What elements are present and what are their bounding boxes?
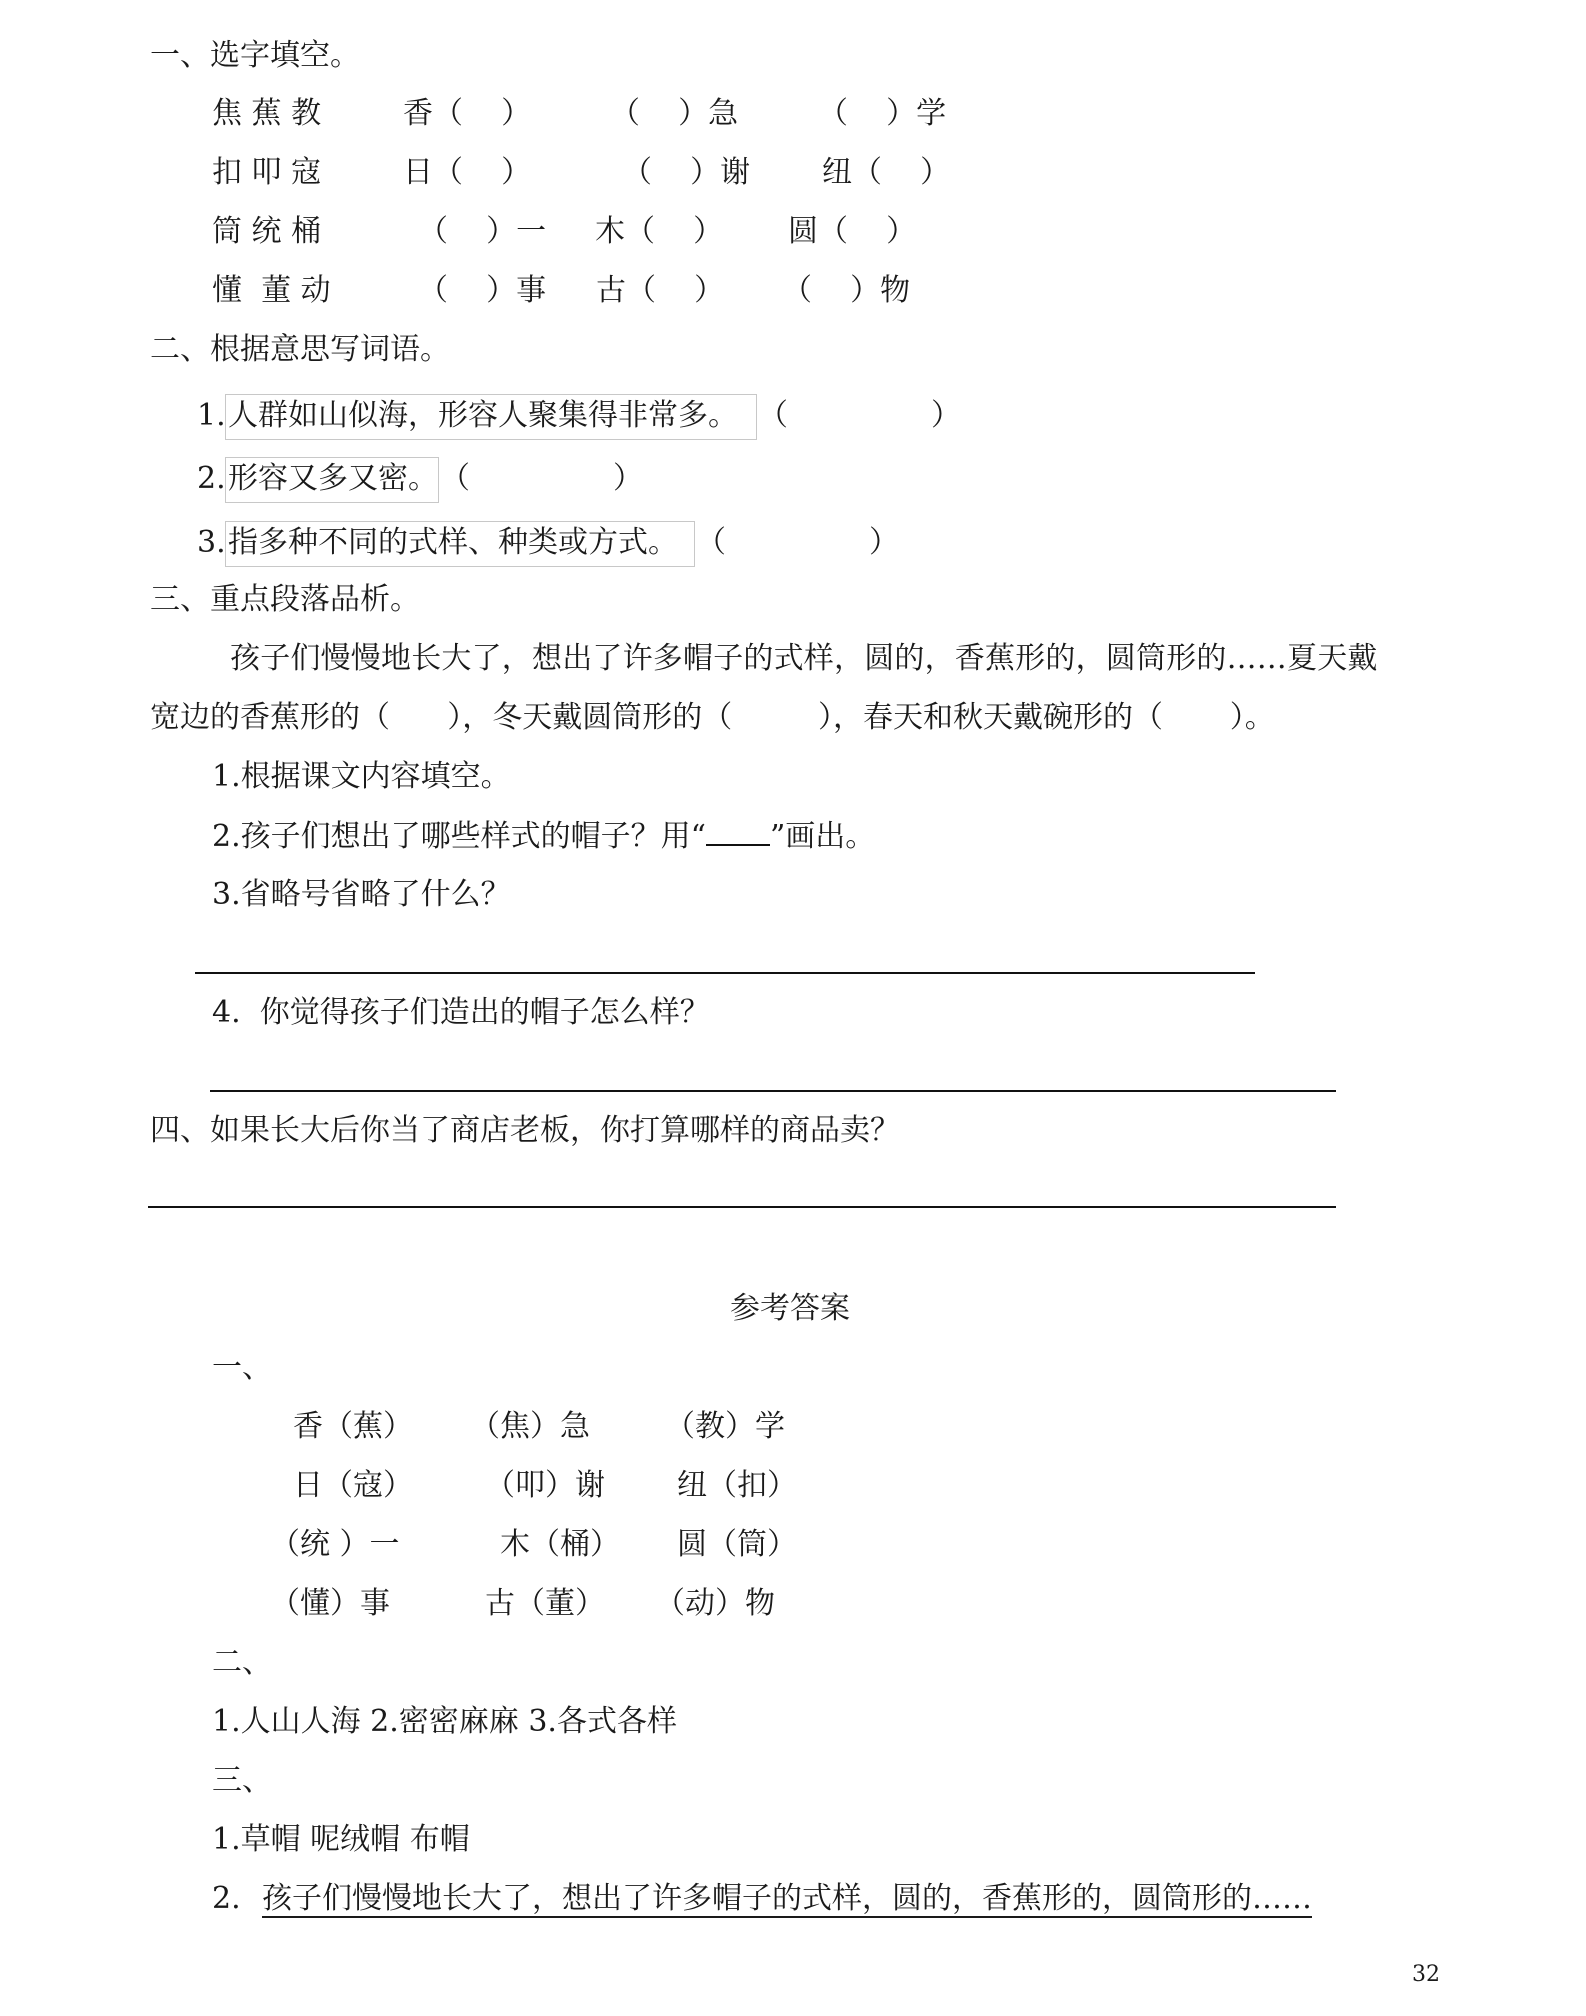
fill-blank: （ ）一: [418, 214, 547, 249]
answer-heading-2: 二、: [212, 1645, 272, 1680]
section-3-title: 三、重点段落品析。: [150, 582, 420, 617]
answer-3-2-number: 2.: [212, 1881, 241, 1916]
answer-2-text: 1.人山人海 2.密密麻麻 3.各式各样: [212, 1704, 677, 1739]
char-group: 懂 董 动: [212, 273, 331, 308]
answer-cell: （统 ）一: [270, 1527, 400, 1562]
answer-line: [210, 1090, 1336, 1092]
item-number: 1.: [197, 398, 226, 433]
section-4-title: 四、如果长大后你当了商店老板，你打算哪样的商品卖？: [150, 1113, 900, 1148]
answer-line: [195, 972, 1255, 974]
fill-blank: （ ）学: [818, 96, 947, 131]
answer-cell: （叩）谢: [485, 1468, 605, 1503]
fill-blank: 古（ ）: [596, 273, 725, 308]
fill-blank: 木（ ）: [595, 214, 724, 249]
question-3: 3.省略号省略了什么？: [212, 877, 511, 912]
char-group: 扣 叩 寇: [212, 155, 322, 190]
answer-cell: 圆（筒）: [677, 1527, 797, 1562]
passage-line-2: 宽边的香蕉形的（ ），冬天戴圆筒形的（ ），春天和秋天戴碗形的（ ）。: [150, 700, 1275, 735]
question-1: 1.根据课文内容填空。: [212, 759, 511, 794]
section-2-title: 二、根据意思写词语。: [150, 332, 450, 367]
answer-cell: 纽（扣）: [677, 1468, 797, 1503]
fill-blank: （ ）急: [610, 96, 739, 131]
fill-blank: 圆（ ）: [788, 214, 917, 249]
char-group: 焦 蕉 教: [212, 96, 322, 131]
definition-text: 人群如山似海，形容人聚集得非常多。: [228, 398, 738, 433]
answer-line: [148, 1206, 1336, 1208]
answer-blank: （ ）: [440, 461, 644, 496]
answer-3-2-text: 孩子们慢慢地长大了，想出了许多帽子的式样，圆的，香蕉形的，圆筒形的……: [262, 1881, 1312, 1916]
answer-cell: 日（寇）: [293, 1468, 413, 1503]
fill-blank: （ ）事: [418, 273, 547, 308]
question-4: 4. 你觉得孩子们造出的帽子怎么样？: [212, 995, 710, 1030]
fill-blank: 日（ ）: [403, 155, 532, 190]
section-1-title: 一、选字填空。: [150, 38, 360, 73]
answer-cell: （动）物: [655, 1586, 775, 1621]
underline-mark: [706, 818, 770, 846]
fill-blank: 香（ ）: [403, 96, 532, 131]
char-group: 筒 统 桶: [212, 214, 322, 249]
answer-cell: （焦）急: [470, 1409, 590, 1444]
answer-heading-3: 三、: [212, 1763, 272, 1798]
page-number: 32: [1412, 1962, 1440, 1987]
definition-text: 指多种不同的式样、种类或方式。: [228, 525, 678, 560]
answer-cell: 古（董）: [485, 1586, 605, 1621]
answer-cell: 木（桶）: [500, 1527, 620, 1562]
answer-cell: （教）学: [665, 1409, 785, 1444]
question-2-suffix: ”画出。: [769, 819, 876, 854]
fill-blank: 纽（ ）: [822, 155, 951, 190]
passage-line-1: 孩子们慢慢地长大了，想出了许多帽子的式样，圆的，香蕉形的，圆筒形的……夏天戴: [230, 641, 1378, 676]
fill-blank: （ ）物: [782, 273, 911, 308]
question-2-prefix: 2.孩子们想出了哪些样式的帽子？用“: [212, 819, 706, 854]
answer-heading-1: 一、: [212, 1350, 272, 1385]
item-number: 3.: [197, 525, 226, 560]
answer-3-1: 1.草帽 呢绒帽 布帽: [212, 1822, 470, 1857]
item-number: 2.: [197, 461, 226, 496]
answer-cell: 香（蕉）: [293, 1409, 413, 1444]
answer-cell: （懂）事: [270, 1586, 390, 1621]
answer-blank: （ ）: [696, 525, 900, 560]
answers-title: 参考答案: [730, 1291, 850, 1326]
fill-blank: （ ）谢: [622, 155, 751, 190]
answer-blank: （ ）: [758, 398, 962, 433]
definition-text: 形容又多又密。: [228, 461, 438, 496]
question-2: [212, 818, 875, 855]
